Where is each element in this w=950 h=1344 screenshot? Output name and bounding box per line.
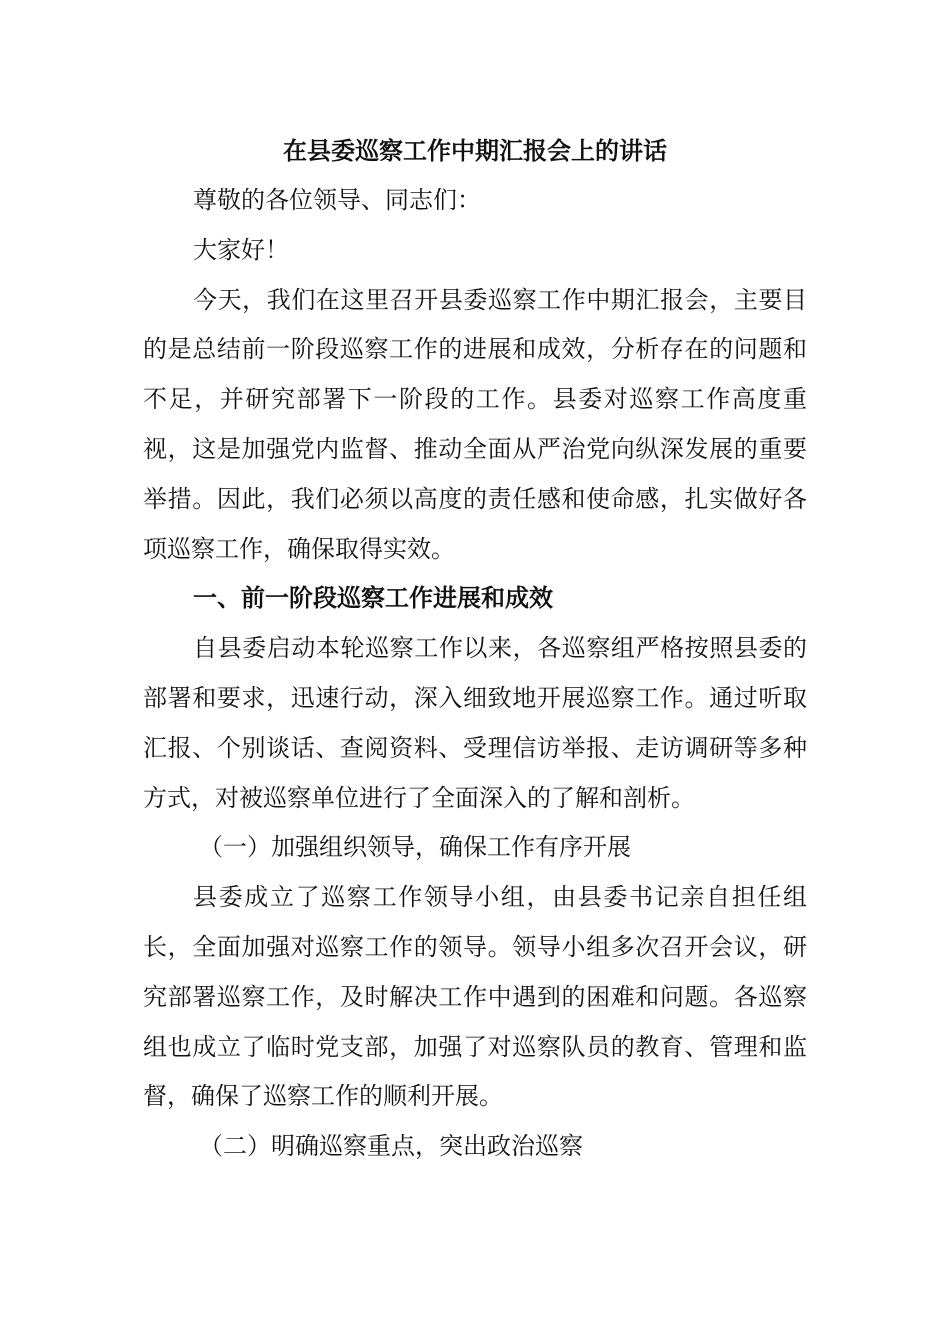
subsection-1-heading: （一）加强组织领导，确保工作有序开展 bbox=[199, 833, 631, 862]
subsection-1-paragraph: 县委成立了巡察工作领导小组，由县委书记亲自担任组长，全面加强对巡察工作的领导。领导小组多次召开会议，研究部署巡察工作，及时解决工作中遇到的困难和问题。各巡察组也成立了临时党支部，加强了对巡察队员的教育、管理和监督，确保了巡察工作的顺利开展。 bbox=[143, 883, 807, 1111]
salutation: 尊敬的各位领导、同志们： bbox=[193, 186, 481, 214]
section-1-heading: 一、前一阶段巡察工作进展和成效 bbox=[193, 584, 553, 613]
intro-paragraph: 今天，我们在这里召开县委巡察工作中期汇报会，主要目的是总结前一阶段巡察工作的进展和成效，分析存在的问题和不足，并研究部署下一阶段的工作。县委对巡察工作高度重视，这是加强党内监督、推动全面从严治党向纵深发展的重要举措。因此，我们必须以高度的责任感和使命感，扎实做好各项巡察工作，确保取得实效。 bbox=[143, 285, 807, 563]
section-1-paragraph: 自县委启动本轮巡察工作以来，各巡察组严格按照县委的部署和要求，迅速行动，深入细致地开展巡察工作。通过听取汇报、个别谈话、查阅资料、受理信访举报、走访调研等多种方式，对被巡察单位进行了全面深入的了解和剖析。 bbox=[143, 634, 807, 812]
document-title: 在县委巡察工作中期汇报会上的讲话 bbox=[283, 137, 667, 165]
document-page bbox=[143, 128, 807, 1172]
subsection-2-heading: （二）明确巡察重点，突出政治巡察 bbox=[199, 1132, 583, 1161]
greeting: 大家好！ bbox=[193, 235, 289, 264]
